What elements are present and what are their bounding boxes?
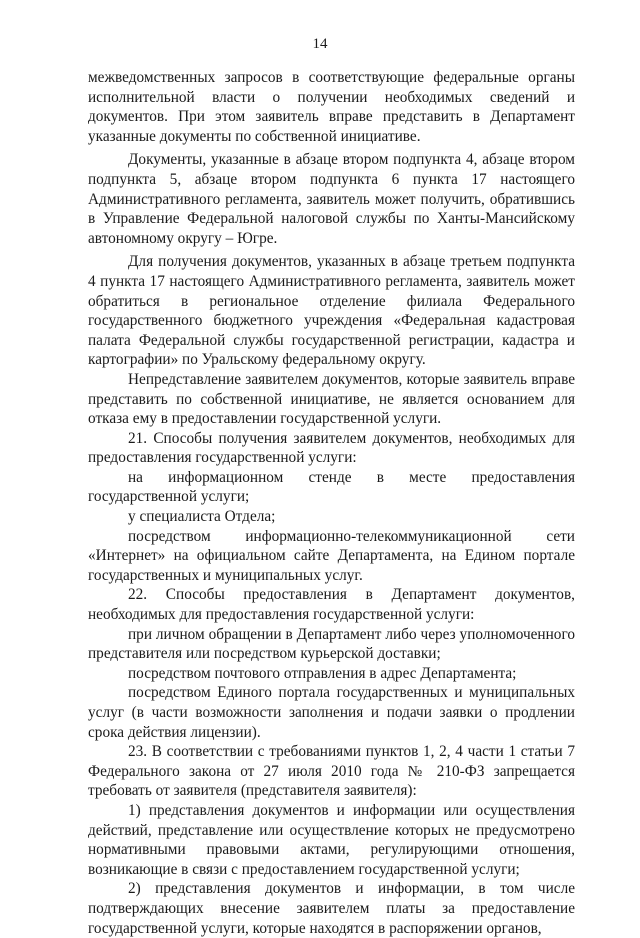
paragraph-continuation: межведомственных запросов в соответствующие федеральные органы исполнительной власти о получении необходимых сведений и документов. При этом заявитель вправе представить в Департамент указанные документы по собственной инициативе.	[88, 69, 575, 145]
paragraph-unified-portal: посредством Единого портала государственных и муниципальных услуг (в части возможности заполнения и подачи заявки о продлении срока действия лицензии).	[88, 684, 575, 741]
paragraph-item-23: 23. В соответствии с требованиями пунктов 1, 2, 4 части 1 статьи 7 Федерального закона от 27 июля 2010 года № 210-ФЗ запрещается требовать от заявителя (представителя заявителя):	[88, 743, 575, 800]
paragraph-postal: посредством почтового отправления в адрес Департамента;	[128, 664, 517, 682]
paragraph-info-stand: на информационном стенде в месте предоставления государственной услуги;	[88, 468, 575, 506]
paragraph-personal-visit: при личном обращении в Департамент либо через уполномоченного представителя или посредством курьерской доставки;	[88, 625, 575, 663]
paragraph-item-22: 22. Способы предоставления в Департамент документов, необходимых для предоставления государственной услуги:	[88, 586, 575, 624]
paragraph-documents-cadastral: Для получения документов, указанных в абзаце третьем подпункта 4 пункта 17 настоящего Административного регламента, заявитель может обратиться в региональное отделение филиала Федерального государственного бюджетного учреждения «Федеральная кадастровая палата Федеральной службы государственной регистрации, кадастра и картографии» по Уральскому федеральному округу.	[88, 253, 575, 369]
page-number: 14	[312, 36, 328, 52]
paragraph-item-21: 21. Способы получения заявителем документов, необходимых для предоставления государственной услуги:	[88, 429, 575, 467]
paragraph-documents-tax-service: Документы, указанные в абзаце втором подпункта 4, абзаце втором подпункта 5, абзаце втором подпункта 6 пункта 17 настоящего Административного регламента, заявитель может получить, обратившись в Управление Федеральной налоговой службы по Ханты-Мансийскому автономному округу – Югре.	[88, 151, 575, 247]
paragraph-subitem-2: 2) представления документов и информации, в том числе подтверждающих внесение заявителем платы за предоставление государственной услуги, которые находятся в распоряжении органов,	[88, 880, 575, 937]
paragraph-specialist: у специалиста Отдела;	[128, 508, 276, 526]
document-body	[88, 68, 575, 938]
paragraph-non-submission: Непредставление заявителем документов, которые заявитель вправе представить по собственной инициативе, не является основанием для отказа ему в предоставлении государственной услуги.	[88, 370, 575, 428]
paragraph-internet: посредством информационно-телекоммуникационной сети «Интернет» на официальном сайте Департамента, на Едином портале государственных и муниципальных услуг.	[88, 527, 575, 584]
paragraph-subitem-1: 1) представления документов и информации или осуществления действий, представление или осуществление которых не предусмотрено нормативными правовыми актами, регулирующими отношения, возникающие в связи с предоставлением государственной услуги;	[88, 801, 575, 878]
